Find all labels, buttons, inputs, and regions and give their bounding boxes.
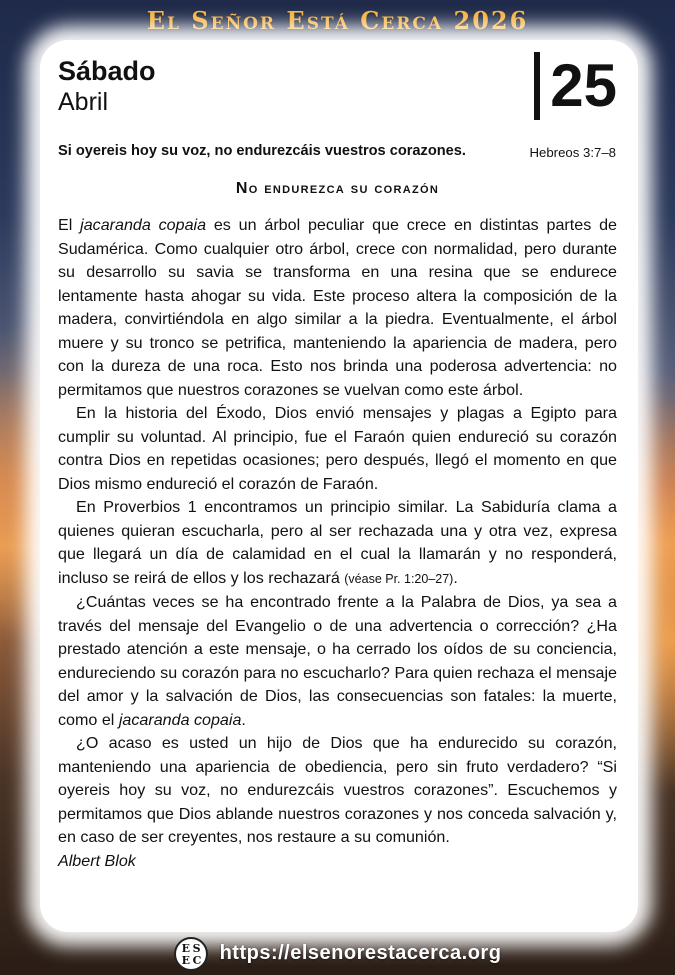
paragraph-3-text: En Proverbios 1 encontramos un principio similar. La Sabiduría clama a quienes quieran escucharla, pero al ser rechazada una y otra vez, expresa que llegará un día de calamidad en el cual la llamarán y no responderá, incluso se reirá de ellos y los rechazará — [58, 498, 617, 587]
day-number: 25 — [550, 52, 617, 119]
date-block — [534, 52, 617, 120]
author-signature: Albert Blok — [58, 851, 136, 870]
paragraph-3-end: . — [453, 568, 458, 587]
paragraph-1-italic: jacaranda copaia — [80, 216, 207, 234]
paragraph-1 — [58, 214, 617, 402]
logo-letter-tl: E — [181, 941, 190, 955]
date-divider — [534, 52, 540, 120]
logo-letter-tr: S — [192, 941, 201, 955]
paragraph-1-start: El — [58, 216, 81, 234]
paragraph-4-end: . — [241, 710, 246, 729]
website-link[interactable]: https://elsenorestacerca.org — [219, 942, 502, 964]
verse-reference: Hebreos 3:7–8 — [529, 145, 616, 160]
devotional-title: No endurezca su corazón — [235, 180, 440, 197]
paragraph-4-italic: jacaranda copaia — [118, 710, 242, 729]
footer — [0, 932, 675, 975]
esec-logo-icon — [174, 937, 208, 971]
paragraph-3-reference: (véase Pr. 1:20–27) — [344, 571, 454, 586]
paragraph-4-text: ¿Cuántas veces se ha encontrado frente a la Palabra de Dios, ya sea a través del mensaje del Evangelio o de una advertencia o corrección? ¿Ha prestado atención a este mensaje, o ha cerrado los oídos de su conciencia, endureciendo su corazón para no escucharlo? Para quien rechaza el mensaje del amor y la salvación de Dios, las consecuencias son fatales: la muerte, como el — [58, 593, 617, 729]
paragraph-5: ¿O acaso es usted un hijo de Dios que ha endurecido su corazón, manteniendo una apariencia de obediencia, pero sin fruto verdadero? “Si oyereis hoy su voz, no endurezcáis vuestros corazones”. Escuchemos y permitamos que Dios ablande nuestros corazones y nos conceda salvación y, en caso de ser creyentes, nos restaure a su comunión. — [58, 734, 617, 846]
publication-banner: El Señor Está Cerca 2026 — [146, 6, 529, 35]
paragraph-1-rest: es un árbol peculiar que crece en distintas partes de Sudamérica. Como cualquier otro árbol, crece con normalidad, pero durante su desarrollo su savia se transforma en una resina que se endurece lentamente hasta ahogar su vida. Este proceso altera la composición de la madera, convirtiéndola en algo similar a la piedra. Eventualmente, el árbol muere y su tronco se petrifica, manteniendo la apariencia de madera, pero con la dureza de una roca. Esto nos brinda una poderosa advertencia: no permitamos que nuestros corazones se vuelvan como este árbol. — [58, 216, 617, 399]
key-verse: Si oyereis hoy su voz, no endurezcáis vuestros corazones. — [58, 143, 466, 159]
month-label: Abril — [58, 88, 109, 116]
weekday-label: Sábado — [58, 56, 156, 86]
paragraph-4 — [58, 591, 617, 732]
devotional-body — [58, 214, 617, 873]
logo-letter-bl: E — [181, 953, 190, 967]
logo-letter-br: C — [192, 953, 202, 967]
paragraph-2: En la historia del Éxodo, Dios envió mensajes y plagas a Egipto para cumplir su voluntad. Al principio, fue el Faraón quien endureció su corazón contra Dios en repetidas ocasiones; pero después, llegó el momento en que Dios mismo endureció el corazón de Faraón. — [58, 404, 617, 493]
paragraph-3 — [58, 496, 617, 591]
